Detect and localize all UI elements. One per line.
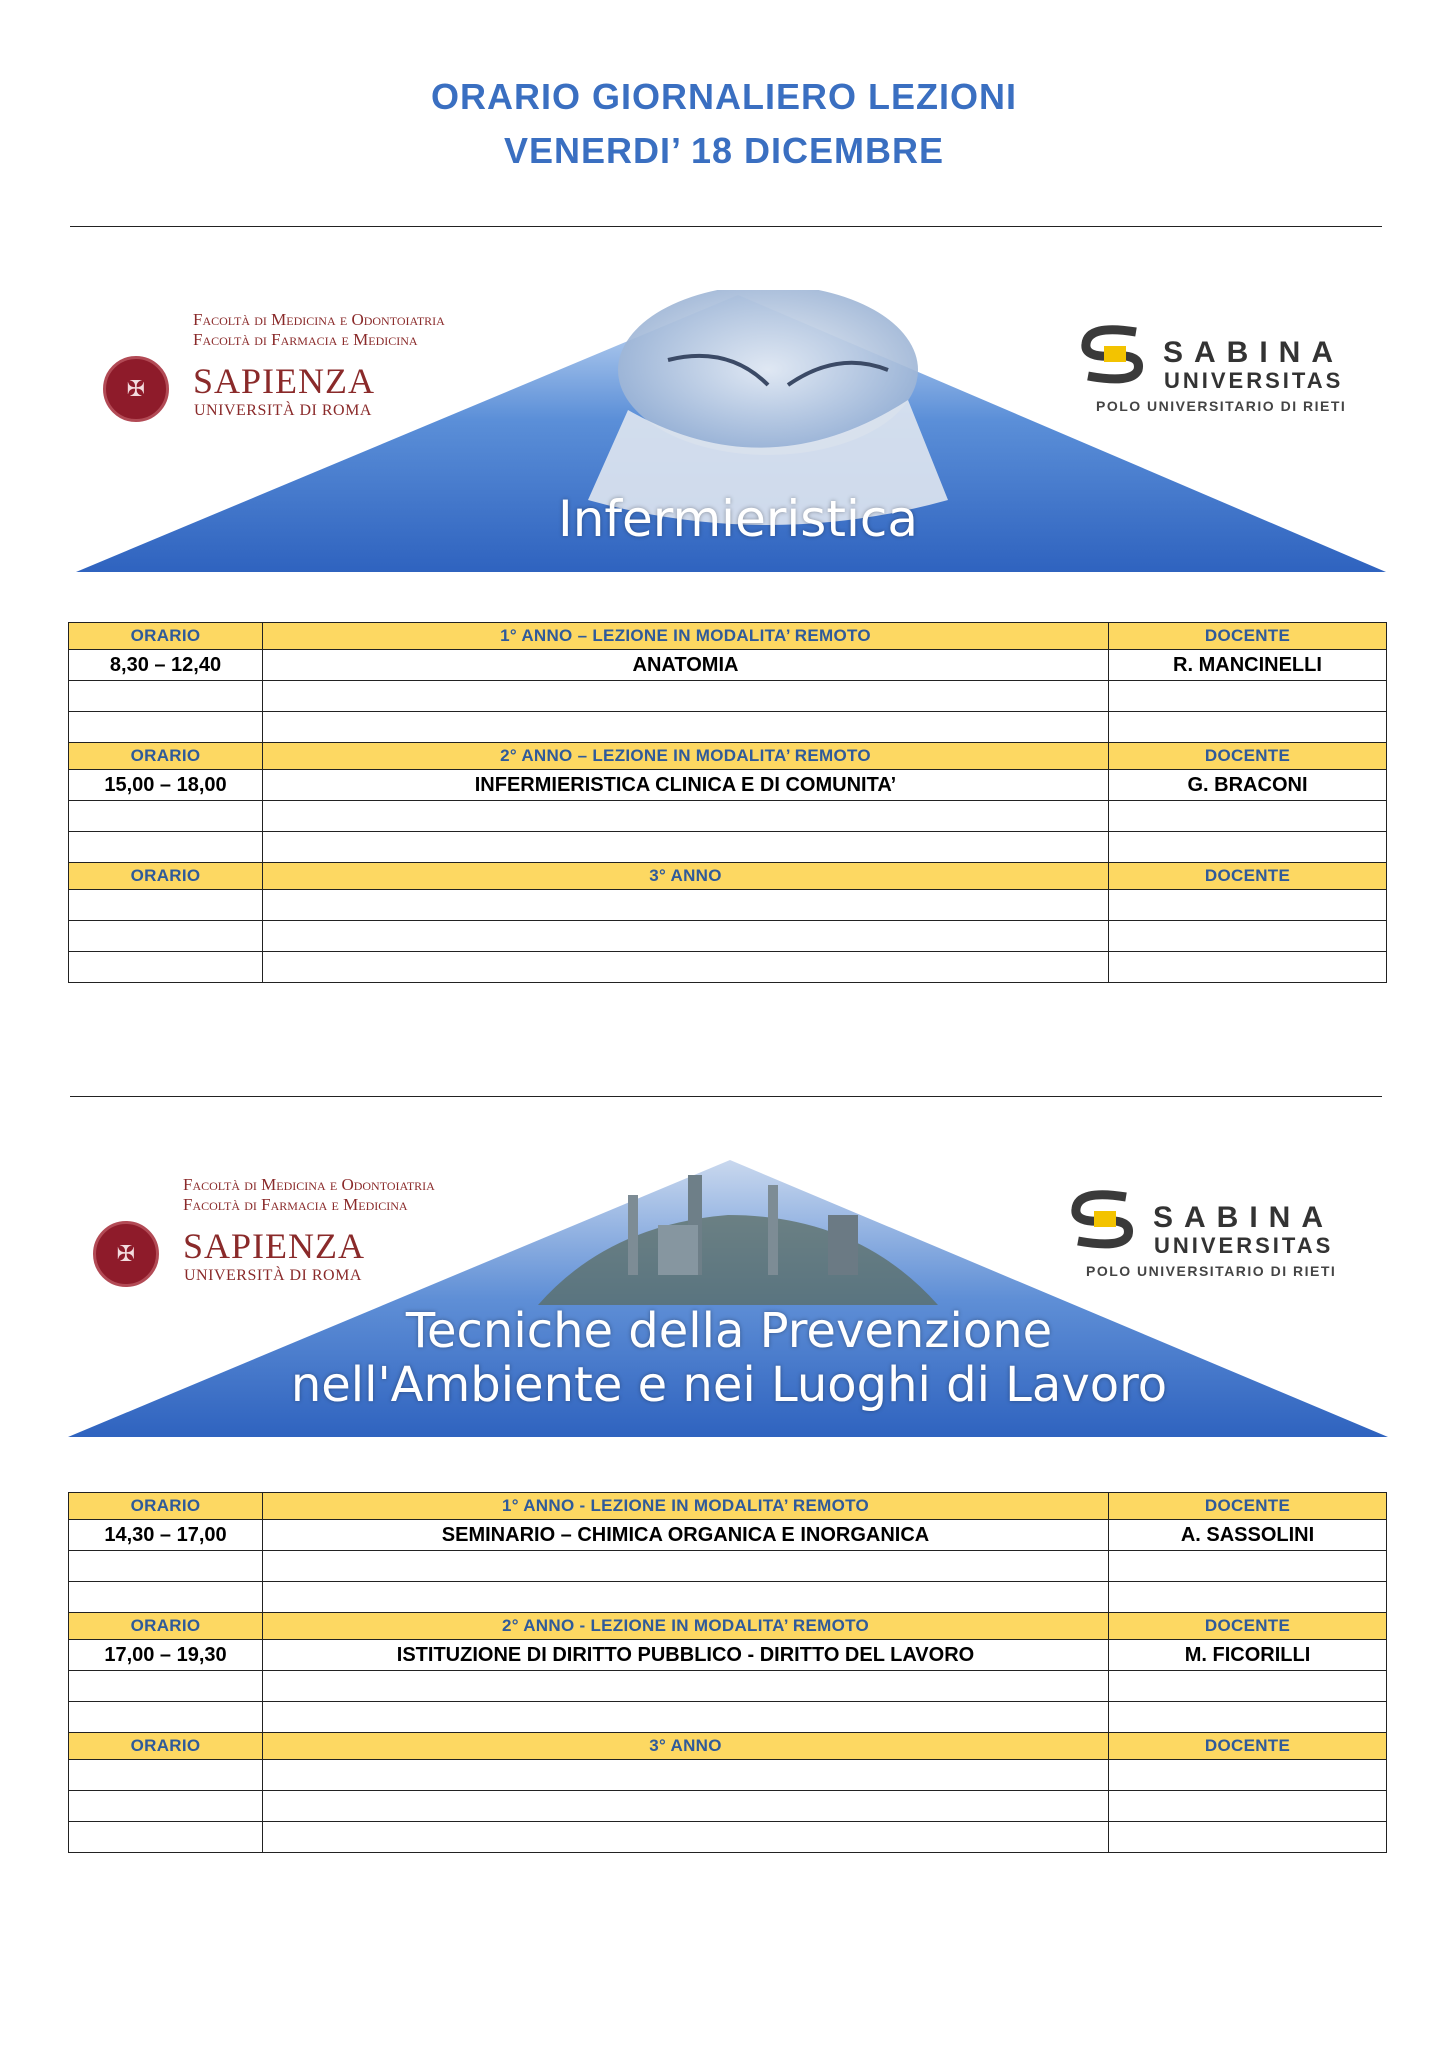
table-row [69,681,1387,712]
section-header-row [69,1733,1387,1760]
cell-subject [263,921,1109,952]
sapienza-seal-icon: ✠ [103,356,169,422]
header-year: 2° ANNO – LEZIONE IN MODALITA’ REMOTO [263,743,1109,770]
faculty-line2: Facoltà di Farmacia e Medicina [193,330,418,349]
cell-time [69,681,263,712]
cell-teacher [1109,952,1387,983]
banner-infermieristica [68,290,1390,590]
faculty-line1: Facoltà di Medicina e Odontoiatria [193,310,445,329]
section-header-row [69,1613,1387,1640]
schedule-table-infermieristica [68,622,1387,983]
sapienza-subtitle: UNIVERSITÀ DI ROMA [194,402,372,419]
header-year: 1° ANNO - LEZIONE IN MODALITA’ REMOTO [263,1493,1109,1520]
table-row [69,650,1387,681]
header-orario: ORARIO [69,1493,263,1520]
cell-time [69,1582,263,1613]
header-year: 2° ANNO - LEZIONE IN MODALITA’ REMOTO [263,1613,1109,1640]
table-row [69,1520,1387,1551]
table-row [69,832,1387,863]
cell-time [69,712,263,743]
sabina-universitas: UNIVERSITAS [1164,368,1344,393]
table-row [69,712,1387,743]
section-header-row [69,623,1387,650]
section-header-row [69,863,1387,890]
sabina-logo-icon [1068,1189,1140,1249]
cell-teacher: G. BRACONI [1109,770,1387,801]
cell-teacher [1109,681,1387,712]
sapienza-seal-icon: ✠ [93,1221,159,1287]
cell-teacher [1109,1791,1387,1822]
table-row [69,1702,1387,1733]
sapienza-name: SAPIENZA [183,1226,366,1266]
cell-subject: ANATOMIA [263,650,1109,681]
table-row [69,890,1387,921]
cell-teacher [1109,832,1387,863]
table-row [69,1760,1387,1791]
cell-subject [263,1791,1109,1822]
cell-time: 15,00 – 18,00 [69,770,263,801]
table-row [69,1551,1387,1582]
header-orario: ORARIO [69,1613,263,1640]
table-row [69,952,1387,983]
course-title: Infermieristica [558,490,918,548]
cell-teacher [1109,1822,1387,1853]
cell-subject: ISTITUZIONE DI DIRITTO PUBBLICO - DIRITTO DEL LAVORO [263,1640,1109,1671]
faculty-line2: Facoltà di Farmacia e Medicina [183,1195,408,1214]
cell-subject [263,712,1109,743]
table-row [69,801,1387,832]
cell-time [69,1702,263,1733]
cell-subject: SEMINARIO – CHIMICA ORGANICA E INORGANICA [263,1520,1109,1551]
cell-time [69,1760,263,1791]
header-orario: ORARIO [69,863,263,890]
cell-time [69,890,263,921]
top-divider [70,226,1382,227]
sapienza-subtitle: UNIVERSITÀ DI ROMA [184,1267,362,1284]
cell-subject [263,952,1109,983]
header-docente: DOCENTE [1109,1613,1387,1640]
table-row [69,1791,1387,1822]
sabina-universitas: UNIVERSITAS [1154,1233,1334,1258]
faculty-line1: Facoltà di Medicina e Odontoiatria [183,1175,435,1194]
table-row [69,770,1387,801]
course-title-line2: nell'Ambiente e nei Luoghi di Lavoro [290,1357,1168,1413]
cell-teacher [1109,712,1387,743]
cell-time [69,1822,263,1853]
cell-subject [263,681,1109,712]
header-year: 3° ANNO [263,863,1109,890]
schedule-table-prevenzione [68,1492,1387,1853]
cell-teacher [1109,1551,1387,1582]
cell-time: 17,00 – 19,30 [69,1640,263,1671]
table-row [69,1822,1387,1853]
page-title-line1: ORARIO GIORNALIERO LEZIONI [430,76,1017,117]
cell-teacher: A. SASSOLINI [1109,1520,1387,1551]
cell-time [69,1551,263,1582]
course-title-line1: Tecniche della Prevenzione [405,1303,1053,1359]
cell-subject [263,1582,1109,1613]
cell-time [69,801,263,832]
cell-teacher: M. FICORILLI [1109,1640,1387,1671]
cell-subject [263,890,1109,921]
cell-teacher: R. MANCINELLI [1109,650,1387,681]
cell-teacher [1109,1760,1387,1791]
page-title-line2: VENERDI’ 18 DICEMBRE [503,130,945,171]
header-year: 1° ANNO – LEZIONE IN MODALITA’ REMOTO [263,623,1109,650]
cell-time [69,952,263,983]
table-row [69,1671,1387,1702]
sabina-name: SABINA [1153,1201,1335,1234]
cell-subject [263,1551,1109,1582]
sapienza-name: SAPIENZA [193,361,376,401]
cell-teacher [1109,921,1387,952]
cell-time: 14,30 – 17,00 [69,1520,263,1551]
header-orario: ORARIO [69,623,263,650]
table-row [69,1640,1387,1671]
section-header-row [69,1493,1387,1520]
cell-time [69,921,263,952]
header-orario: ORARIO [69,1733,263,1760]
cell-time [69,1671,263,1702]
cell-time [69,832,263,863]
table-row [69,1582,1387,1613]
header-docente: DOCENTE [1109,1733,1387,1760]
cell-teacher [1109,1582,1387,1613]
middle-divider [70,1096,1382,1097]
cell-time [69,1791,263,1822]
cell-subject [263,1760,1109,1791]
sabina-polo: POLO UNIVERSITARIO DI RIETI [1096,398,1347,414]
banner-tecniche-prevenzione [68,1155,1390,1455]
header-year: 3° ANNO [263,1733,1109,1760]
cell-teacher [1109,1702,1387,1733]
cell-subject [263,801,1109,832]
cell-subject [263,1702,1109,1733]
cell-subject [263,832,1109,863]
section-header-row [69,743,1387,770]
cell-teacher [1109,801,1387,832]
cell-teacher [1109,890,1387,921]
header-orario: ORARIO [69,743,263,770]
sabina-logo-icon [1078,324,1150,384]
header-docente: DOCENTE [1109,863,1387,890]
header-docente: DOCENTE [1109,623,1387,650]
table-row [69,921,1387,952]
cell-subject [263,1671,1109,1702]
cell-teacher [1109,1671,1387,1702]
sabina-polo: POLO UNIVERSITARIO DI RIETI [1086,1263,1337,1279]
sabina-name: SABINA [1163,336,1345,369]
cell-time: 8,30 – 12,40 [69,650,263,681]
cell-subject: INFERMIERISTICA CLINICA E DI COMUNITA’ [263,770,1109,801]
cell-subject [263,1822,1109,1853]
header-docente: DOCENTE [1109,743,1387,770]
header-docente: DOCENTE [1109,1493,1387,1520]
